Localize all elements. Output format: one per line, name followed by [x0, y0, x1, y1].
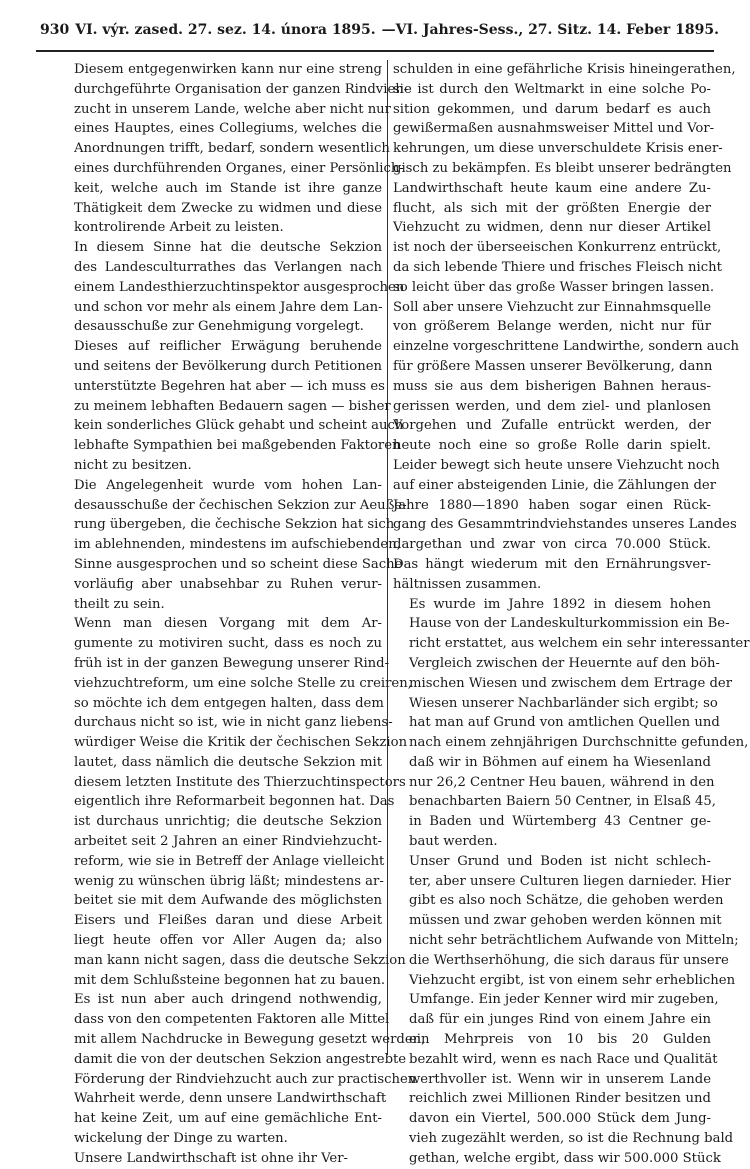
text-line: zucht in unserem Lande, welche aber nicht nur [74, 101, 391, 117]
text-line: davon ein Viertel, 500.000 Stück dem Jung- [409, 1111, 711, 1127]
text-line: da sich lebende Thiere und frisches Fleisch nicht [393, 259, 722, 275]
text-line: man kann nicht sagen, dass die deutsche Sekzion [74, 952, 406, 968]
text-line: rung übergeben, die čechische Sekzion hat sich [74, 517, 395, 533]
text-line: Leider bewegt sich heute unsere Viehzucht noch [393, 457, 720, 473]
text-line: Es ist nun aber auch dringend nothwendig, [74, 992, 382, 1008]
text-line: Vorgehen und Zufalle entrückt werden, der [393, 418, 711, 434]
text-line: Eisers und Fleißes daran und diese Arbeit [74, 913, 382, 929]
text-line: Landwirthschaft heute kaum eine andere Zu- [393, 180, 711, 196]
text-line: durchgeführte Organisation der ganzen Rindvieh- [74, 81, 409, 97]
text-line: und seitens der Bevölkerung durch Petitionen [74, 358, 382, 374]
text-line: Viehzucht ergibt, ist von einem sehr erheblichen [409, 972, 736, 988]
paragraph [393, 595, 750, 852]
text-line: benachbarten Baiern 50 Centner, in Elsaß 45, [409, 794, 716, 810]
text-line: desausschuße zur Genehmigung vorgelegt. [74, 319, 364, 335]
text-line: gisch zu bekämpfen. Es bleibt unserer bedrängten [393, 160, 732, 176]
text-line: reichlich zwei Millionen Rinder besitzen und [409, 1091, 711, 1107]
text-line: wickelung der Dinge zu warten. [74, 1131, 288, 1147]
text-line: gang des Gesammtrindviehstandes unseres Landes [393, 517, 737, 533]
header-right [396, 22, 719, 38]
text-line: desausschuße der čechischen Sekzion zur Aeuße- [74, 497, 407, 513]
paragraph [393, 852, 739, 1169]
text-line: hältnissen zusammen. [393, 576, 542, 592]
header-czech-title: VI. výr. zased. 27. sez. 14. února 1895. [75, 22, 376, 38]
text-line: richt erstattet, aus welchem ein sehr interessanter [409, 636, 750, 652]
text-line: gumente zu motiviren sucht, dass es noch zu [74, 636, 382, 652]
page-number: 930 [40, 22, 70, 38]
text-line: gewißermaßen ausnahmsweiser Mittel und Vor- [393, 121, 715, 137]
text-line: kehrungen, um diese unverschuldete Krisis ener- [393, 141, 723, 157]
text-line: Umfange. Ein jeder Kenner wird mir zugeben, [409, 992, 719, 1008]
text-line: werthvoller ist. Wenn wir in unserem Lande [409, 1071, 711, 1087]
text-line: ein Mehrpreis von 10 bis 20 Gulden [409, 1032, 711, 1048]
text-line: auf einer absteigenden Linie, die Zählungen der [393, 477, 717, 493]
text-line: von größerem Belange werden, nicht nur für [393, 319, 711, 335]
text-line: baut werden. [409, 834, 498, 850]
text-line: eines durchführenden Organes, einer Persönlich- [74, 160, 404, 176]
text-line: theilt zu sein. [74, 596, 165, 612]
text-line: muss sie aus dem bisherigen Bahnen heraus- [393, 378, 711, 394]
text-line: sie ist durch den Weltmarkt in eine solche Po- [393, 81, 711, 97]
text-line: ter, aber unsere Culturen liegen darnieder. Hier [409, 873, 731, 889]
text-line: daß für ein junges Rind von einem Jahre ein [409, 1012, 711, 1028]
text-line: bezahlt wird, wenn es nach Race und Qualität [409, 1051, 718, 1067]
text-line: früh ist in der ganzen Bewegung unserer Rind- [74, 655, 390, 671]
text-line: arbeitet seit 2 Jahren an einer Rindviehzucht- [74, 834, 382, 850]
paragraph [58, 60, 409, 238]
text-line: Das hängt wiederum mit den Ernährungsver- [393, 556, 711, 572]
text-line: so möchte ich dem entgegen halten, dass dem [74, 695, 384, 711]
text-line: beitet sie mit dem Aufwande des möglichsten [74, 893, 382, 909]
text-line: des Landesculturrathes das Verlangen nach [74, 259, 382, 275]
text-line: liegt heute offen vor Aller Augen da; also [74, 933, 382, 949]
paragraph [58, 238, 405, 337]
paragraph [58, 337, 404, 476]
header-separator: — [381, 22, 396, 38]
text-line: schulden in eine gefährliche Krisis hineingerathen, [393, 62, 736, 77]
header-rule [36, 50, 714, 52]
text-line: Anordnungen trifft, bedarf, sondern wesentlich [74, 141, 390, 157]
text-line: unterstützte Begehren hat aber — ich muss es [74, 378, 385, 394]
header-left [40, 22, 396, 38]
text-line: daß wir in Böhmen auf einem ha Wiesenland [409, 754, 711, 770]
text-line: Die Angelegenheit wurde vom hohen Lan- [74, 477, 382, 493]
text-line: wenig zu wünschen übrig läßt; mindestens ar- [74, 873, 384, 889]
text-line: Viehzucht zu widmen, denn nur dieser Artikel [393, 220, 711, 236]
text-line: gethan, welche ergibt, dass wir 500.000 Stück [409, 1150, 721, 1166]
text-line: hat man auf Grund von amtlichen Quellen und [409, 715, 720, 731]
text-line: Jahre 1880—1890 haben sogar einen Rück- [393, 497, 711, 513]
text-line: kein sonderliches Glück gehabt und scheint auch [74, 418, 404, 434]
text-line: diesem letzten Institute des Thierzuchtinspectors [74, 774, 406, 790]
text-line: eigentlich ihre Reformarbeit begonnen hat. Das [74, 794, 395, 810]
text-line: Unser Grund und Boden ist nicht schlech- [409, 853, 711, 869]
text-line: hat keine Zeit, um auf eine gemächliche Ent- [74, 1111, 382, 1127]
text-line: keit, welche auch im Stande ist ihre ganze [74, 180, 382, 196]
text-line: Dieses auf reiflicher Erwägung beruhende [74, 339, 382, 355]
text-line: eines Hauptes, eines Collegiums, welches die [74, 121, 382, 137]
text-line: nach einem zehnjährigen Durchschnitte gefunden, [409, 735, 749, 751]
text-line: einzelne vorgeschrittene Landwirthe, sondern auch [393, 339, 739, 355]
text-line: In diesem Sinne hat die deutsche Sekzion [74, 240, 382, 256]
text-line: für größere Massen unserer Bevölkerung, dann [393, 358, 713, 374]
text-line: viehzuchtreform, um eine solche Stelle zu creiren, [74, 675, 412, 691]
text-line: zu meinem lebhaften Bedauern sagen — bisher [74, 398, 391, 414]
text-line: Wenn man diesen Vorgang mit dem Ar- [74, 616, 382, 632]
text-line: reform, wie sie in Betreff der Anlage vielleicht [74, 853, 385, 869]
text-line: Es wurde im Jahre 1892 in diesem hohen [409, 596, 711, 612]
text-line: würdiger Weise die Kritik der čechischen Sekzion [74, 735, 408, 751]
text-line: mit allem Nachdrucke in Bewegung gesetzt werden, [74, 1032, 426, 1048]
text-line: mischen Wiesen und zwischem dem Ertrage der [409, 675, 733, 691]
text-line: flucht, als sich mit der größten Energie der [393, 200, 711, 216]
right-column [393, 60, 750, 1169]
text-line: nur 26,2 Centner Heu bauen, während in den [409, 774, 715, 790]
text-line: Wahrheit werde, denn unsere Landwirthschaft [74, 1091, 387, 1107]
text-line: durchaus nicht so ist, wie in nicht ganz liebens- [74, 715, 393, 731]
text-line: im ablehnenden, mindestens im aufschiebenden, [74, 537, 401, 553]
paragraph [393, 60, 739, 595]
text-line: einem Landesthierzuchtinspektor ausgesprochen [74, 279, 405, 295]
text-line: gibt es also noch Schätze, die gehoben werden [409, 893, 724, 909]
text-line: kontrolirende Arbeit zu leisten. [74, 220, 284, 236]
text-line: Förderung der Rindviehzucht auch zur practischen [74, 1071, 417, 1087]
text-line: und schon vor mehr als einem Jahre dem Lan- [74, 299, 383, 315]
text-line: Vergleich zwischen der Heuernte auf den böh- [409, 655, 720, 671]
paragraph [58, 614, 426, 1149]
text-line: dargethan und zwar von circa 70.000 Stück. [393, 537, 711, 553]
text-line: Diesem entgegenwirken kann nur eine streng [74, 62, 382, 77]
left-column [58, 60, 426, 1169]
text-line: lautet, dass nämlich die deutsche Sekzion mit [74, 754, 382, 770]
text-line: damit die von der deutschen Sekzion angestrebte [74, 1051, 407, 1067]
text-line: dass von den competenten Faktoren alle Mittel [74, 1012, 390, 1028]
text-line: Soll aber unsere Viehzucht zur Einnahmsquelle [393, 299, 712, 315]
text-line: gerissen werden, und dem ziel- und planlosen [393, 398, 711, 414]
text-line: so leicht über das große Wasser bringen lassen. [393, 279, 715, 295]
text-line: vorläufig aber unabsehbar zu Ruhen verur- [74, 576, 382, 592]
header-german-title: VI. Jahres-Sess., 27. Sitz. 14. Feber 1895. [395, 22, 719, 38]
text-line: Wiesen unserer Nachbarländer sich ergibt; so [409, 695, 718, 711]
text-line: mit dem Schlußsteine begonnen hat zu bauen. [74, 972, 386, 988]
text-line: ist noch der überseeischen Konkurrenz entrückt, [393, 240, 722, 256]
text-line: heute noch eine so große Rolle darin spielt. [393, 438, 711, 454]
text-line: nicht zu besitzen. [74, 457, 192, 473]
text-line: Hause von der Landeskulturkommission ein Be- [409, 616, 730, 632]
text-line: in Baden und Würtemberg 43 Centner ge- [409, 814, 711, 830]
text-line: sition gekommen, und darum bedarf es auch [393, 101, 711, 117]
text-line: Unsere Landwirthschaft ist ohne ihr Ver- [74, 1150, 349, 1166]
text-line: ist durchaus unrichtig; die deutsche Sekzion [74, 814, 382, 830]
text-line: Sinne ausgesprochen und so scheint diese Sache [74, 556, 403, 572]
paragraph [58, 1149, 382, 1169]
text-line: Thätigkeit dem Zwecke zu widmen und diese [74, 200, 382, 216]
text-line: die Werthserhöhung, die sich daraus für unsere [409, 952, 729, 968]
text-line: müssen und zwar gehoben werden können mit [409, 913, 722, 929]
page-header [40, 22, 719, 46]
paragraph [58, 476, 407, 615]
text-line: nicht sehr beträchtlichem Aufwande von Mitteln; [409, 933, 739, 949]
text-line: lebhafte Sympathien bei maßgebenden Faktoren [74, 438, 401, 454]
text-line: vieh zugezählt werden, so ist die Rechnung bald [409, 1131, 734, 1147]
